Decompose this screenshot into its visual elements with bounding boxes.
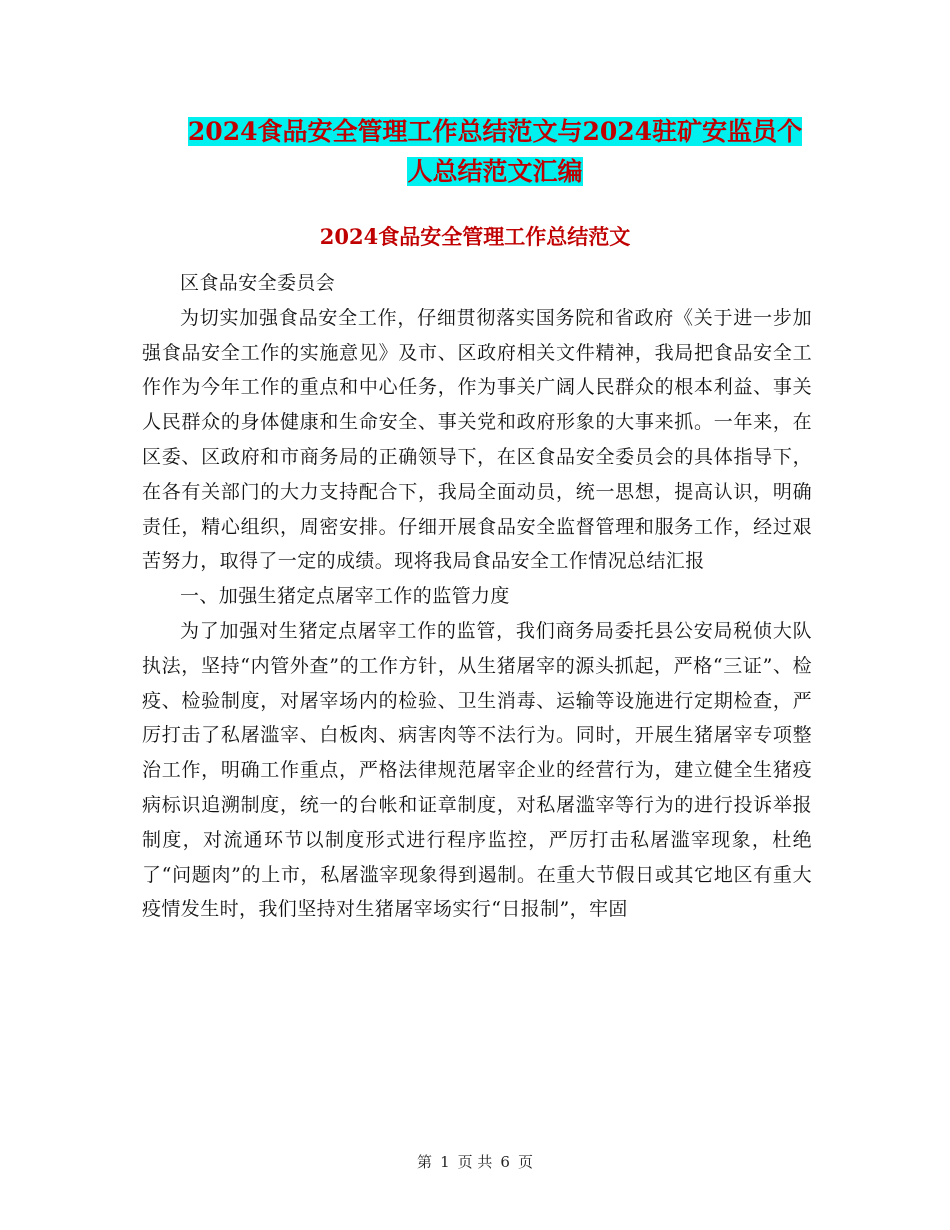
- document-body: [142, 266, 812, 927]
- document-title: [140, 112, 850, 192]
- document-title-line-2: 人总结范文汇编: [407, 157, 583, 186]
- paragraph-intro: 为切实加强食品安全工作，仔细贯彻落实国务院和省政府《关于进一步加强食品安全工作的实施意见》及市、区政府相关文件精神，我局把食品安全工作作为今年工作的重点和中心任务，作为事关广阔人民群众的根本利益、事关人民群众的身体健康和生命安全、事关党和政府形象的大事来抓。一年来，在区委、区政府和市商务局的正确领导下，在区食品安全委员会的具体指导下，在各有关部门的大力支持配合下，我局全面动员，统一思想，提高认识，明确责任，精心组织，周密安排。仔细开展食品安全监督管理和服务工作，经过艰苦努力，取得了一定的成绩。现将我局食品安全工作情况总结汇报: [142, 306, 812, 573]
- footer-suffix: 页: [517, 1153, 533, 1171]
- paragraph-addressee: 区食品安全委员会: [180, 272, 336, 294]
- footer-total-pages: 6: [500, 1153, 510, 1171]
- paragraph-slaughter: 为了加强对生猪定点屠宰工作的监管，我们商务局委托县公安局税侦大队执法，坚持“内管外查”的工作方针，从生猪屠宰的源头抓起，严格“三证”、检疫、检验制度，对屠宰场内的检验、卫生消毒、运输等设施进行定期检查，严厉打击了私屠滥宰、白板肉、病害肉等不法行为。同时，开展生猪屠宰专项整治工作，明确工作重点，严格法律规范屠宰企业的经营行为，建立健全生猪疫病标识追溯制度，统一的台帐和证章制度，对私屠滥宰等行为的进行投诉举报制度，对流通环节以制度形式进行程序监控，严厉打击私屠滥宰现象，杜绝了“问题肉”的上市，私屠滥宰现象得到遏制。在重大节假日或其它地区有重大疫情发生时，我们坚持对生猪屠宰场实行“日报制”，牢固: [142, 619, 812, 921]
- footer-middle: 页 共: [457, 1153, 493, 1171]
- footer-prefix: 第: [417, 1153, 433, 1171]
- footer-page-number: 1: [440, 1153, 450, 1171]
- section-title: 2024食品安全管理工作总结范文: [319, 224, 631, 249]
- document-title-line-1: 2024食品安全管理工作总结范文与2024驻矿安监员个: [187, 117, 803, 146]
- page-footer: [0, 1152, 950, 1172]
- paragraph-heading-1: 一、加强生猪定点屠宰工作的监管力度: [180, 585, 510, 608]
